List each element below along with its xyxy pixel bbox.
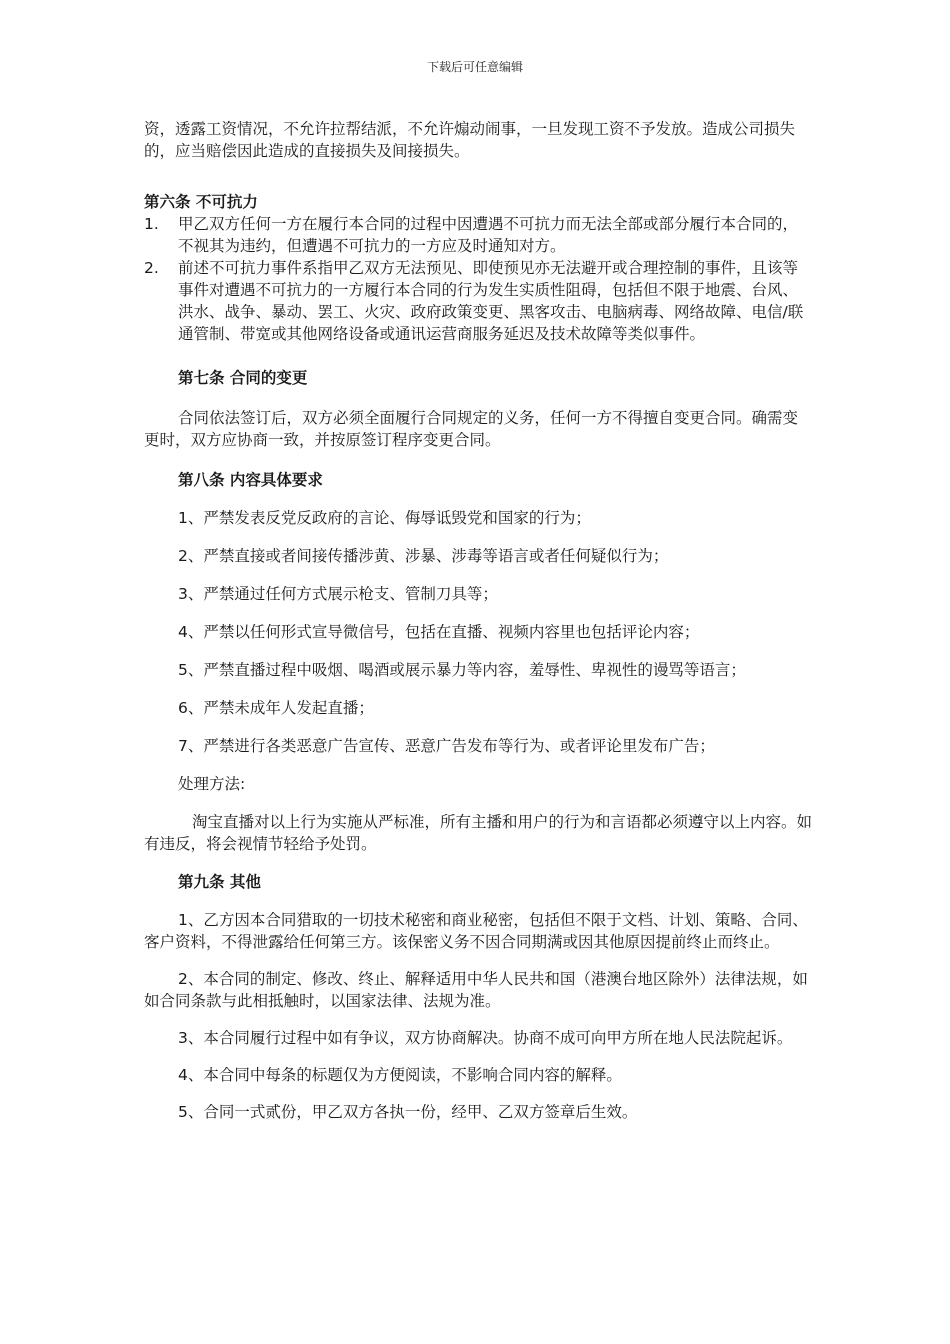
list-item: 5、合同一式贰份，甲乙双方各执一份，经甲、乙双方签章后生效。: [178, 1103, 638, 1121]
article-8-title: 第八条 内容具体要求: [178, 471, 323, 489]
list-item: [144, 257, 812, 345]
list-item: 7、严禁进行各类恶意广告宣传、恶意广告发布等行为、或者评论里发布广告；: [178, 737, 715, 755]
list-item: 5、严禁直播过程中吸烟、喝酒或展示暴力等内容，羞辱性、卑视性的谩骂等语言；: [178, 661, 746, 679]
continuation-paragraph: 资，透露工资情况，不允许拉帮结派，不允许煽动闹事，一旦发现工资不予发放。造成公司损失的，应当赔偿因此造成的直接损失及间接损失。: [144, 120, 796, 160]
method-text: 淘宝直播对以上行为实施从严标准，所有主播和用户的行为和言语都必须遵守以上内容。如有违反，将会视情节轻给予处罚。: [144, 813, 813, 853]
list-text: 前述不可抗力事件系指甲乙双方无法预见、即使预见亦无法避开或合理控制的事件，且该等事件对遭遇不可抗力的一方履行本合同的行为发生实质性阻碍，包括但不限于地震、台风、洪水、战争、暴动、罢工、火灾、政府政策变更、黑客攻击、电脑病毒、网络故障、电信/联通管制、带宽或其他网络设备或通讯运营商服务延迟及技术故障等类似事件。: [178, 259, 804, 343]
document-body: [144, 118, 812, 1123]
list-text: 甲乙双方任何一方在履行本合同的过程中因遭遇不可抗力而无法全部或部分履行本合同的，不视其为违约，但遭遇不可抗力的一方应及时通知对方。: [178, 215, 799, 255]
list-number: 2.: [144, 259, 159, 277]
page-header: 下载后可任意编辑: [426, 60, 523, 74]
list-item: 4、本合同中每条的标题仅为方便阅读，不影响合同内容的解释。: [178, 1066, 622, 1084]
list-number: 1.: [144, 215, 159, 233]
force-majeure-list: [144, 213, 812, 345]
list-item: 2、严禁直接或者间接传播涉黄、涉暴、涉毒等语言或者任何疑似行为；: [178, 547, 669, 565]
list-item: [144, 213, 812, 257]
article-6-title: 第六条 不可抗力: [144, 193, 258, 211]
list-item: 3、严禁通过任何方式展示枪支、管制刀具等；: [178, 585, 498, 603]
list-item: 3、本合同履行过程中如有争议，双方协商解决。协商不成可向甲方所在地人民法院起诉。: [178, 1029, 793, 1047]
method-label: 处理方法:: [178, 775, 246, 793]
list-item: 1、严禁发表反党反政府的言论、侮辱诋毁党和国家的行为；: [178, 509, 591, 527]
article-7-text: 合同依法签订后，双方必须全面履行合同规定的义务，任何一方不得擅自变更合同。确需变更时，双方应协商一致，并按原签订程序变更合同。: [144, 409, 799, 449]
list-item: 6、严禁未成年人发起直播；: [178, 699, 374, 717]
list-item: 1、乙方因本合同猎取的一切技术秘密和商业秘密，包括但不限于文档、计划、策略、合同、客户资料，不得泄露给任何第三方。该保密义务不因合同期满或因其他原因提前终止而终止。: [144, 911, 808, 951]
list-item: 4、严禁以任何形式宣导微信号，包括在直播、视频内容里也包括评论内容；: [178, 623, 700, 641]
article-7-title: 第七条 合同的变更: [178, 369, 308, 387]
article-9-title: 第九条 其他: [178, 873, 261, 891]
list-item: 2、本合同的制定、修改、终止、解释适用中华人民共和国（港澳台地区除外）法律法规，如如合同条款与此相抵触时，以国家法律、法规为准。: [144, 970, 808, 1010]
